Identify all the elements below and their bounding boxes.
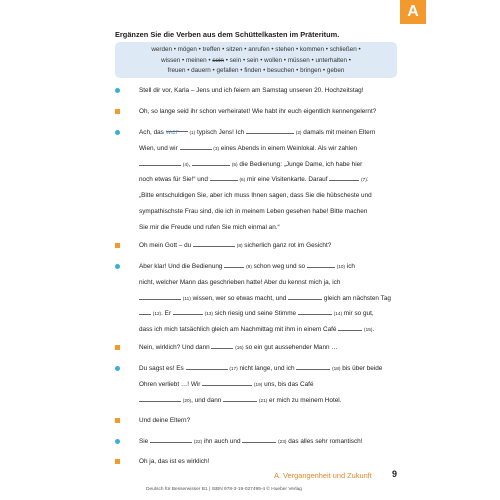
dialogue-item: Du sagst es! Es (17) nicht lange, und ich (18) bis über beide Ohren verliebt …! Wir (19) uns, bis das Café (20), und dann (21) er mich zu meinem Hotel.	[115, 361, 405, 408]
section-badge: A	[400, 0, 426, 24]
speaker-a-bullet	[115, 345, 120, 350]
dialogue-item: Stell dir vor, Karla – Jens und ich feiern am Samstag unseren 20. Hochzeitstag!	[115, 83, 405, 99]
dialogue-item: Ach, das war (1) typisch Jens! Ich (2) damals mit meinen Eltern Wien, und wir (3) eines Abends in einem Weinlokal. Als wir zahlen (4), (5) die Bedienung: „Junge Dame, ich habe hier noch etwas für Sie!“ und (6) mir eine Visitenkarte. Darauf (7): „Bitte entschuldigen Sie, aber ich muss Ihnen sagen, dass Sie die hübscheste und sympathischste Frau sind, die ich in meinem Leben gesehen habe! Bitte machen Sie mir die Freude und rufen Sie mich einmal an.“	[115, 125, 405, 236]
dialogue-item: Aber klar! Und die Bedienung (9) schon weg und so (10) ich nicht, welcher Mann das geschrieben hatte! Aber du kennst mich ja, ich (11) wissen, wer so etwas macht, und gleich am nächsten Tag (12). Er (13) sich riesig und seine Stimme (14) mir so gut, dass ich mich tatsächlich gleich am Nachmittag mit ihm in einem Café (15).	[115, 259, 405, 338]
dialogue-item: Oh mein Gott – du (8) sicherlich ganz rot im Gesicht?	[115, 238, 405, 254]
dialogue-item: Und deine Eltern?	[115, 413, 405, 429]
answer-gap[interactable]	[211, 342, 233, 349]
answer-gap[interactable]	[139, 308, 151, 315]
answer-gap[interactable]	[150, 436, 192, 443]
answer-gap[interactable]	[139, 395, 181, 402]
speaker-a-bullet	[115, 243, 120, 248]
answer-gap[interactable]	[296, 363, 330, 370]
footer-credit: Deutsch für Besserwisser B1 | ISBN 978-3-19-027499-4 © Hueber Verlag	[146, 487, 302, 492]
speaker-a-bullet	[115, 109, 120, 114]
answer-gap[interactable]	[329, 174, 359, 181]
speaker-b-bullet	[115, 88, 120, 93]
speaker-b-bullet	[115, 366, 120, 371]
answer-gap[interactable]	[202, 379, 252, 386]
struck-word: sein	[212, 56, 224, 64]
word-box-line-3: freuen • dauern • gefallen • finden • besuchen • bringen • geben	[167, 67, 345, 74]
speaker-a-bullet	[115, 418, 120, 423]
footer-section-title: A. Vergangenheit und Zukunft	[274, 471, 372, 480]
page-number: 9	[392, 469, 398, 479]
answer-gap[interactable]	[210, 174, 238, 181]
dialogue-item: Oh, so lange seid ihr schon verheiratet! Wie habt ihr euch eigentlich kennengelernt?	[115, 104, 405, 120]
answer-gap[interactable]	[242, 436, 276, 443]
answer-gap[interactable]	[165, 125, 188, 136]
answer-gap[interactable]	[224, 261, 244, 268]
dialogue-item: Sie (22) ihn auch und (23) das alles sehr romantisch!	[115, 434, 405, 450]
answer-gap[interactable]	[139, 293, 181, 300]
answer-gap[interactable]	[180, 143, 212, 150]
exercise-instruction: Ergänzen Sie die Verben aus dem Schüttelkasten im Präteritum.	[115, 30, 340, 39]
word-box-line-2: wissen • meinen • sein • sein • sein • wollen • müssen • unterhalten •	[161, 56, 351, 64]
answer-gap[interactable]	[139, 159, 181, 166]
dialogue-item: Nein, wirklich? Und dann (16) so ein gut aussehender Mann …	[115, 340, 405, 356]
answer-gap[interactable]	[193, 240, 235, 247]
answer-gap[interactable]	[338, 324, 362, 331]
answer-gap[interactable]	[186, 363, 228, 370]
answer-gap[interactable]	[173, 308, 203, 315]
answer-gap[interactable]	[307, 261, 335, 268]
answer-gap[interactable]	[288, 293, 322, 300]
answer-gap[interactable]	[246, 127, 294, 134]
speaker-a-bullet	[115, 459, 120, 464]
answer-gap[interactable]	[223, 395, 257, 402]
answer-gap[interactable]	[192, 159, 230, 166]
speaker-b-bullet	[115, 130, 120, 135]
word-box	[115, 42, 397, 78]
word-box-line-1: werden • mögen • treffen • sitzen • anrufen • stehen • kommen • schließen •	[151, 46, 361, 53]
speaker-b-bullet	[115, 264, 120, 269]
handwritten-answer: war	[165, 128, 179, 136]
dialogue-item: Oh ja, das ist es wirklich!	[115, 454, 405, 470]
answer-gap[interactable]	[298, 308, 332, 315]
speaker-b-bullet	[115, 439, 120, 444]
